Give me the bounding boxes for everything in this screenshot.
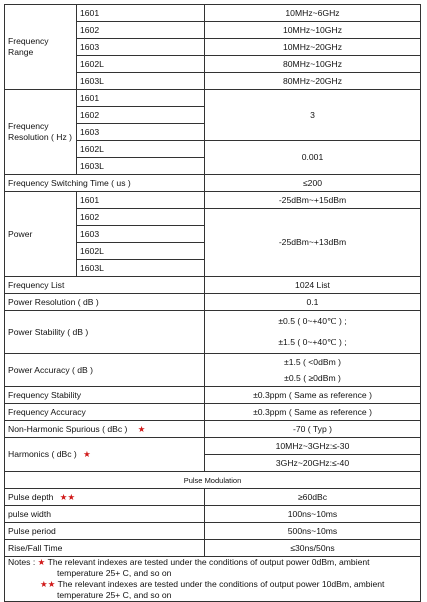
- table-row: [5, 387, 421, 404]
- model-cell: 1603L: [77, 73, 205, 90]
- note-2-text: The relevant indexes are tested under the conditions of output power 10dBm, ambient: [57, 579, 385, 589]
- pulse-width-value: 100ns~10ms: [205, 506, 421, 523]
- model-cell: 1601: [77, 192, 205, 209]
- resolution-value-a: 3: [205, 90, 421, 141]
- notes-row: [5, 557, 421, 602]
- switching-time-label: Frequency Switching Time ( us ): [5, 175, 205, 192]
- non-harmonic-label-cell: [5, 421, 205, 438]
- model-cell: 1601: [77, 5, 205, 22]
- frequency-list-label: Frequency List: [5, 277, 205, 294]
- pulse-width-label: pulse width: [5, 506, 205, 523]
- pulse-depth-label: Pulse depth: [8, 491, 54, 502]
- model-cell: 1603: [77, 226, 205, 243]
- note-1-text: The relevant indexes are tested under the conditions of output power 0dBm, ambient: [47, 557, 370, 567]
- power-accuracy-line1: ±1.5 ( <0dBm ): [205, 354, 421, 371]
- non-harmonic-label: Non-Harmonic Spurious ( dBc ): [8, 423, 128, 434]
- double-star-icon: ★★: [40, 579, 56, 589]
- table-row: [5, 294, 421, 311]
- pulse-period-label: Pulse period: [5, 523, 205, 540]
- frequency-accuracy-value: ±0.3ppm ( Same as reference ): [205, 404, 421, 421]
- note-1: [8, 557, 417, 568]
- table-row: [5, 489, 421, 506]
- harmonics-line1: 10MHz~3GHz:≤-30: [205, 438, 421, 455]
- pulse-depth-value: ≥60dBc: [205, 489, 421, 506]
- table-row: [5, 421, 421, 438]
- value-cell: 80MHz~10GHz: [205, 56, 421, 73]
- note-2: [8, 579, 417, 590]
- note-1-continued: temperature 25+ C, and so on: [57, 568, 172, 578]
- star-icon: ★: [37, 557, 46, 567]
- table-row: [5, 277, 421, 294]
- model-cell: 1602L: [77, 56, 205, 73]
- resolution-value-b: 0.001: [205, 141, 421, 175]
- pulse-modulation-heading: Pulse Modulation: [5, 472, 421, 489]
- power-accuracy-line2: ±0.5 ( ≥0dBm ): [205, 370, 421, 387]
- value-cell: 80MHz~20GHz: [205, 73, 421, 90]
- power-resolution-value: 0.1: [205, 294, 421, 311]
- table-row: [5, 90, 421, 107]
- frequency-stability-value: ±0.3ppm ( Same as reference ): [205, 387, 421, 404]
- model-cell: 1603: [77, 39, 205, 56]
- table-row: [5, 354, 421, 371]
- model-cell: 1602: [77, 209, 205, 226]
- star-icon: ★: [137, 423, 146, 434]
- rise-fall-label: Rise/Fall Time: [5, 540, 205, 557]
- power-value-b: -25dBm~+13dBm: [205, 209, 421, 277]
- table-row: [5, 523, 421, 540]
- power-stability-label: Power Stability ( dB ): [5, 311, 205, 354]
- power-resolution-label: Power Resolution ( dB ): [5, 294, 205, 311]
- table-row: [5, 472, 421, 489]
- frequency-accuracy-label: Frequency Accuracy: [5, 404, 205, 421]
- non-harmonic-value: -70 ( Typ ): [205, 421, 421, 438]
- frequency-resolution-label: Frequency Resolution ( Hz ): [5, 90, 77, 175]
- pulse-period-value: 500ns~10ms: [205, 523, 421, 540]
- model-cell: 1603L: [77, 260, 205, 277]
- value-cell: 10MHz~20GHz: [205, 39, 421, 56]
- power-accuracy-label: Power Accuracy ( dB ): [5, 354, 205, 387]
- model-cell: 1602L: [77, 243, 205, 260]
- frequency-list-value: 1024 List: [205, 277, 421, 294]
- power-stability-line1: ±0.5 ( 0~+40℃ ) ;: [205, 311, 421, 333]
- harmonics-line2: 3GHz~20GHz:≤-40: [205, 455, 421, 472]
- model-cell: 1602L: [77, 141, 205, 158]
- model-cell: 1601: [77, 90, 205, 107]
- note-2-continued: temperature 25+ C, and so on: [57, 590, 172, 600]
- table-row: [5, 506, 421, 523]
- frequency-stability-label: Frequency Stability: [5, 387, 205, 404]
- rise-fall-value: ≤30ns/50ns: [205, 540, 421, 557]
- power-stability-line2: ±1.5 ( 0~+40℃ ) ;: [205, 332, 421, 354]
- table-row: [5, 5, 421, 22]
- switching-time-value: ≤200: [205, 175, 421, 192]
- pulse-depth-label-cell: [5, 489, 205, 506]
- table-row: [5, 192, 421, 209]
- value-cell: 10MHz~10GHz: [205, 22, 421, 39]
- harmonics-label-cell: [5, 438, 205, 472]
- value-cell: 10MHz~6GHz: [205, 5, 421, 22]
- power-value-a: -25dBm~+15dBm: [205, 192, 421, 209]
- table-row: [5, 438, 421, 455]
- star-icon: ★: [83, 449, 91, 459]
- model-cell: 1602: [77, 107, 205, 124]
- table-row: [5, 175, 421, 192]
- notes: [5, 557, 421, 602]
- model-cell: 1603L: [77, 158, 205, 175]
- spec-table: [4, 4, 421, 602]
- harmonics-label: Harmonics ( dBc ): [8, 449, 77, 459]
- frequency-range-label: Frequency Range: [5, 5, 77, 90]
- table-row: [5, 404, 421, 421]
- power-label: Power: [5, 192, 77, 277]
- notes-prefix: Notes :: [8, 557, 36, 567]
- model-cell: 1603: [77, 124, 205, 141]
- model-cell: 1602: [77, 22, 205, 39]
- table-row: [5, 311, 421, 333]
- double-star-icon: ★★: [59, 491, 76, 502]
